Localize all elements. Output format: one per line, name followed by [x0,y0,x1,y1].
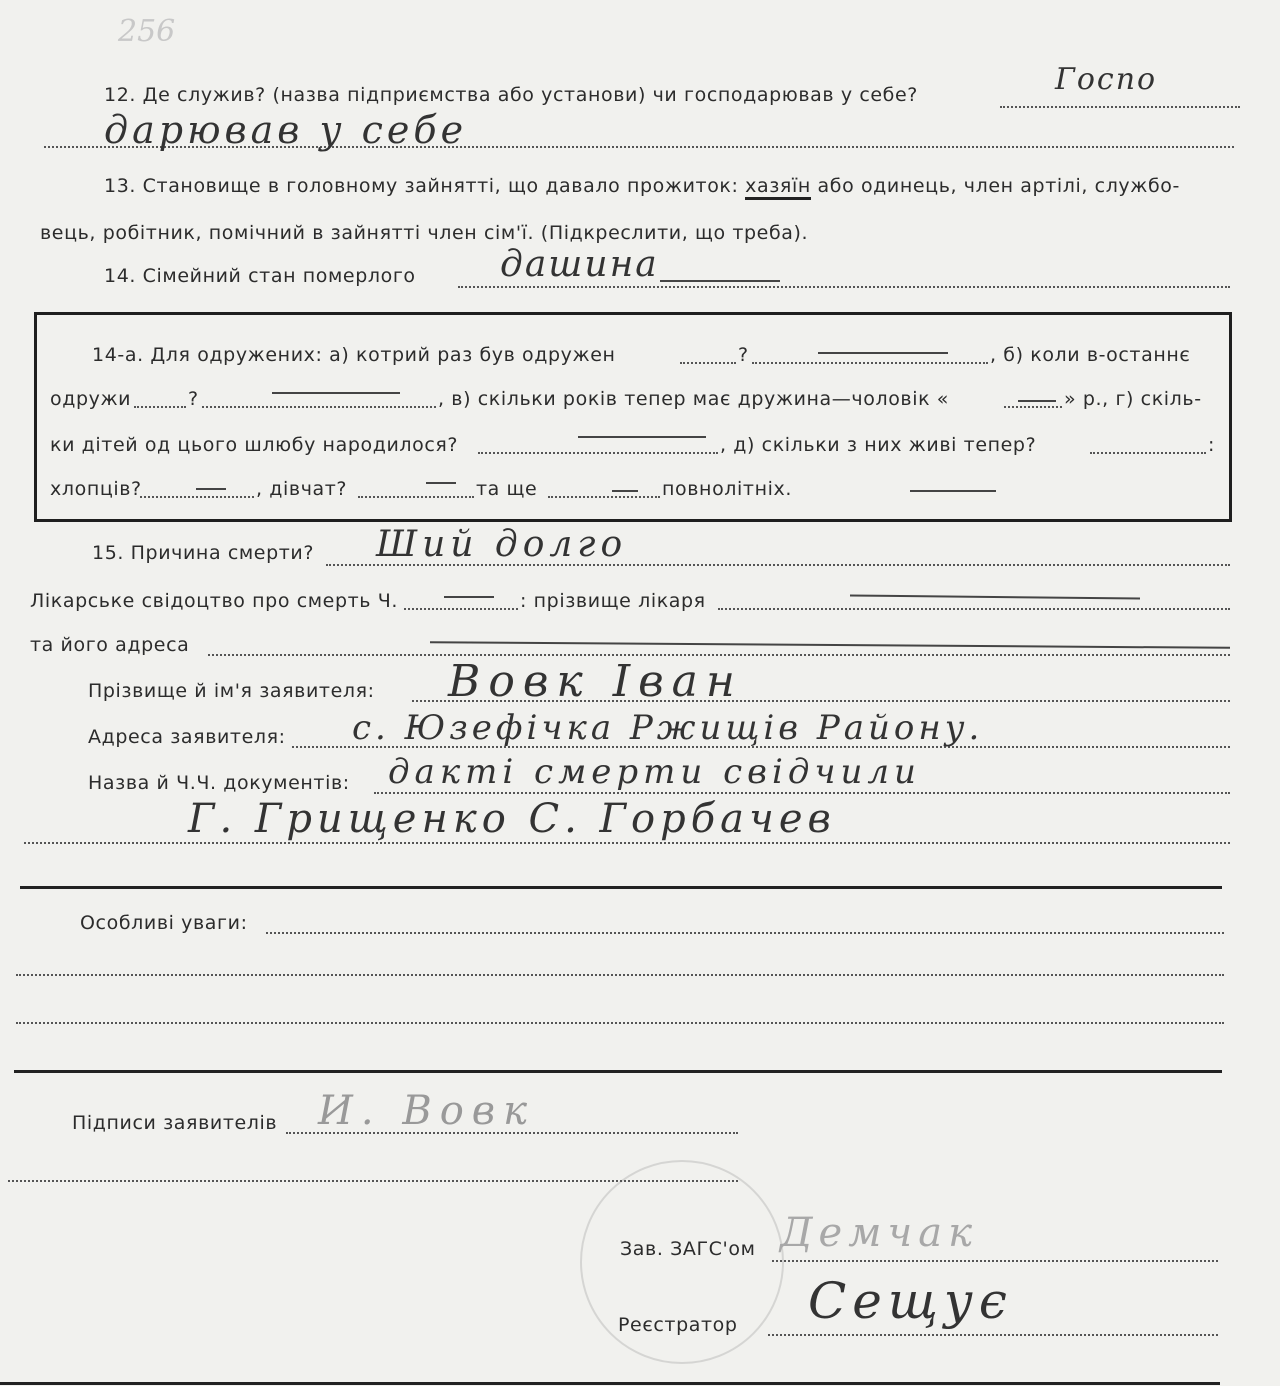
q14a-line4c: та ще [476,478,538,500]
applicant-address-label: Адреса заявителя: [88,726,286,748]
q14a-dots5 [1004,406,1062,408]
q13-underlined-choice: хазяїн [745,175,811,200]
q14a-line2a: одружи [50,388,132,410]
registrar-signature: Сещує [808,1272,1013,1330]
bottom-rule [0,1382,1220,1385]
notes-label: Особливі уваги: [80,912,248,934]
q14a-dots6 [478,452,718,454]
notes-line-3 [16,1022,1224,1024]
q14a-line4d: повнолітніх. [662,478,792,500]
q14a-stroke4 [578,436,706,438]
q14-stroke [660,280,780,282]
medical-doctor-stroke [850,594,1140,599]
q13-label [104,175,1180,197]
q15-answer: Ший долго [376,524,628,565]
q14a-line3c: : [1208,434,1216,456]
applicant-docs-value-2: Г. Грищенко С. Горбачев [188,796,836,842]
notes-line-1 [266,932,1224,934]
applicant-name-label: Прізвище й ім'я заявителя: [88,680,375,702]
q14a-stroke7 [612,490,638,492]
page-number-mark: 256 [118,14,176,49]
medical-number-line [404,608,518,610]
q12-label: 12. Де служив? (назва підприємства або установи) чи господарював у себе? [104,84,918,106]
medical-doctor-label: : прізвище лікаря [520,590,706,612]
zags-head-label: Зав. ЗАГС'ом [620,1238,756,1260]
q14a-line2d: » р., г) скіль- [1064,388,1202,410]
q13-label-pre: 13. Становище в головному зайнятті, що давало прожиток: [104,175,746,197]
applicant-docs-line-2 [24,842,1230,844]
q13-line2: вець, робітник, помічний в зайнятті член сім'ї. (Підкреслити, що треба). [40,222,809,244]
notes-line-2 [16,974,1224,976]
q14a-dots3 [134,406,186,408]
q14-label: 14. Сімейний стан померлого [104,265,416,287]
q14a-stroke1 [818,352,948,354]
applicant-name-value: Вовк Іван [448,656,743,707]
applicant-docs-line [374,792,1230,794]
zags-head-signature: Демчак [780,1210,978,1256]
q14a-stroke2 [272,392,400,394]
applicant-docs-value: дакті смерти свідчили [388,752,921,792]
zags-head-line [772,1260,1218,1262]
medical-label: Лікарське свідоцтво про смерть Ч. [30,590,398,612]
q14a-dots7 [1090,452,1206,454]
medical-address-label: та його адреса [30,634,190,656]
q12-answer-1: Госпо [1055,62,1158,97]
q14a-stroke6 [426,482,456,484]
q14a-dots10 [548,496,660,498]
q14a-line3a: ки дітей од цього шлюбу народилося? [50,434,459,456]
medical-doctor-line [718,608,1230,610]
q14a-dots1 [680,362,736,364]
medical-number-stroke [444,596,494,598]
q14a-dots2 [752,362,988,364]
registrar-label: Реєстратор [618,1314,738,1336]
q12-answer-line [1000,106,1240,108]
q14-answer: дaшина [500,244,659,285]
q14a-line1a: 14-а. Для одружених: а) котрий раз був одружен [92,344,616,366]
applicants-signature-value: И. Вовк [318,1088,535,1134]
q14a-line1b: ? [738,344,749,366]
applicants-signature-label: Підписи заявителів [72,1112,278,1134]
q14a-line4a: хлопців? [50,478,142,500]
q12-answer-2: дарював у себе [104,108,468,152]
q14a-dots9 [358,496,474,498]
section-rule-2 [14,1070,1222,1073]
medical-address-stroke [430,641,1230,649]
q14a-line4b: , дівчат? [256,478,348,500]
section-rule-1 [20,886,1222,889]
q14a-dots8 [140,496,254,498]
q15-label: 15. Причина смерти? [92,542,315,564]
q14a-line2b: ? [188,388,199,410]
q13-label-post: або одинець, член артілі, службо- [810,175,1180,197]
q14a-line2c: , в) скільки років тепер має дружина—чоловік « [438,388,950,410]
q14a-stroke8 [910,490,996,492]
q14a-line1c: , б) коли в-останнє [990,344,1191,366]
q14a-stroke5 [196,488,226,490]
q14a-dots4 [202,406,436,408]
q14-answer-line [458,286,1230,288]
applicant-docs-label: Назва й Ч.Ч. документів: [88,772,350,794]
q14a-stroke3 [1018,400,1056,402]
registrar-line [768,1334,1218,1336]
q14a-line3b: , д) скільки з них живі тепер? [720,434,1037,456]
applicant-address-value: с. Юзефічка Ржищів Району. [352,708,984,748]
